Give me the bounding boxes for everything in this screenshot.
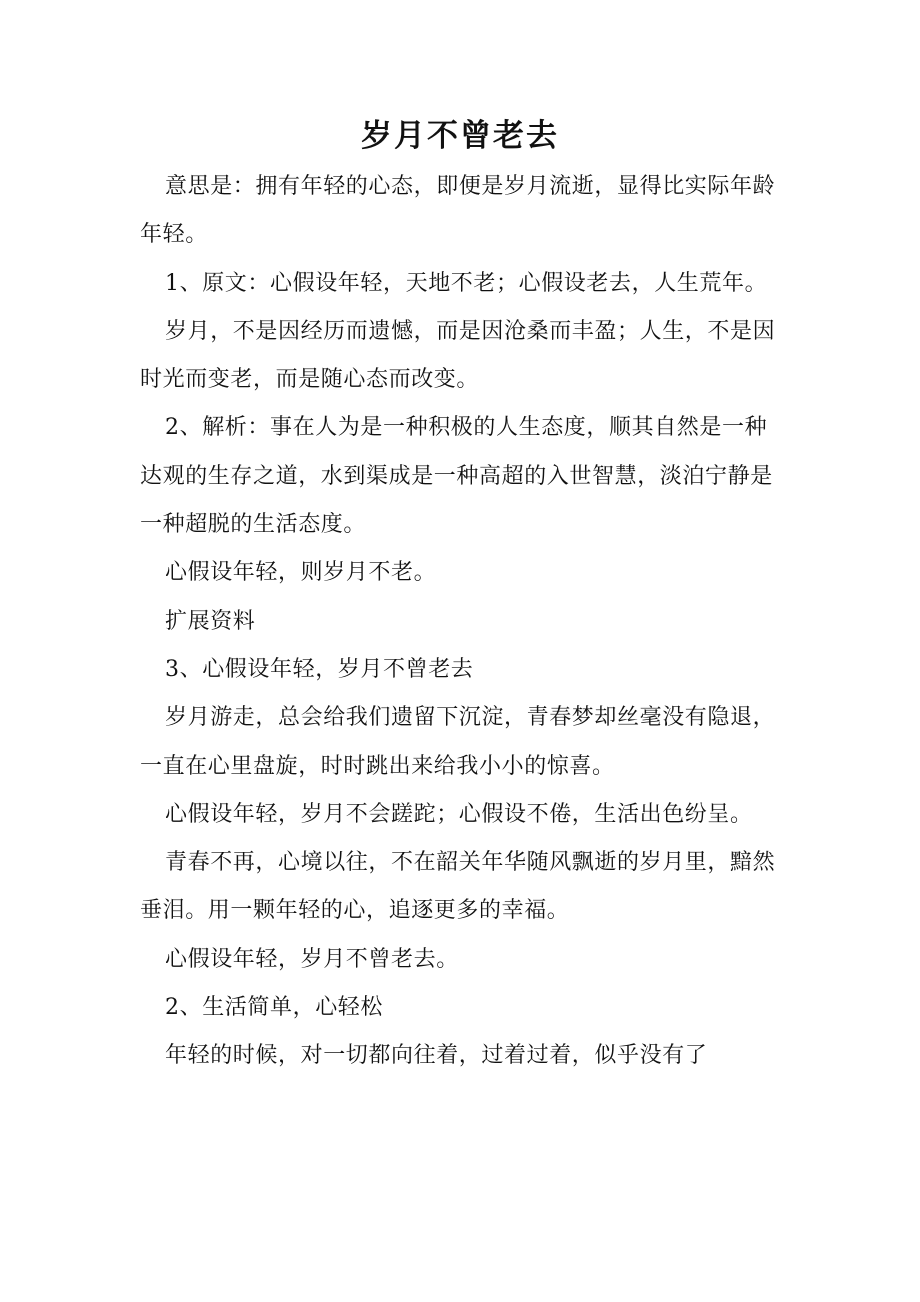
paragraph-young-heart: 心假设年轻，则岁月不老。 — [165, 560, 437, 586]
paragraph-section-3-heading: 3、心假设年轻，岁月不曾老去 — [165, 656, 474, 682]
paragraph-when-young: 年轻的时候，对一切都向往着，过着过着，似乎没有了 — [165, 1043, 708, 1069]
paragraph-section-2-heading: 2、生活简单，心轻松 — [165, 995, 383, 1021]
paragraph-meaning: 意思是：拥有年轻的心态，即便是岁月流逝，显得比实际年龄年轻。 — [140, 174, 776, 248]
paragraph-original-text: 1、原文：心假设年轻，天地不老；心假设老去，人生荒年。 — [165, 270, 768, 296]
paragraph-not-tired: 心假设年轻，岁月不会蹉跎；心假设不倦，生活出色纷呈。 — [165, 801, 753, 827]
paragraph-extended-material: 扩展资料 — [165, 608, 256, 634]
paragraph-years-wander: 岁月游走，总会给我们遗留下沉淀，青春梦却丝毫没有隐退，一直在心里盘旋，时时跳出来给我小小的惊喜。 — [140, 705, 776, 779]
document-title: 岁月不曾老去 — [361, 118, 559, 154]
paragraph-analysis: 2、解析：事在人为是一种积极的人生态度，顺其自然是一种达观的生存之道，水到渠成是一种高超的入世智慧，淡泊宁静是一种超脱的生活态度。 — [140, 415, 773, 538]
paragraph-years-life: 岁月，不是因经历而遗憾，而是因沧桑而丰盈；人生，不是因时光而变老，而是随心态而改变。 — [140, 318, 776, 393]
document-body — [140, 163, 780, 1081]
paragraph-youth-gone: 青春不再，心境以往，不在韶关年华随风飘逝的岁月里，黯然垂泪。用一颗年轻的心，追逐更多的幸福。 — [140, 850, 776, 924]
paragraph-never-old: 心假设年轻，岁月不曾老去。 — [165, 946, 459, 972]
